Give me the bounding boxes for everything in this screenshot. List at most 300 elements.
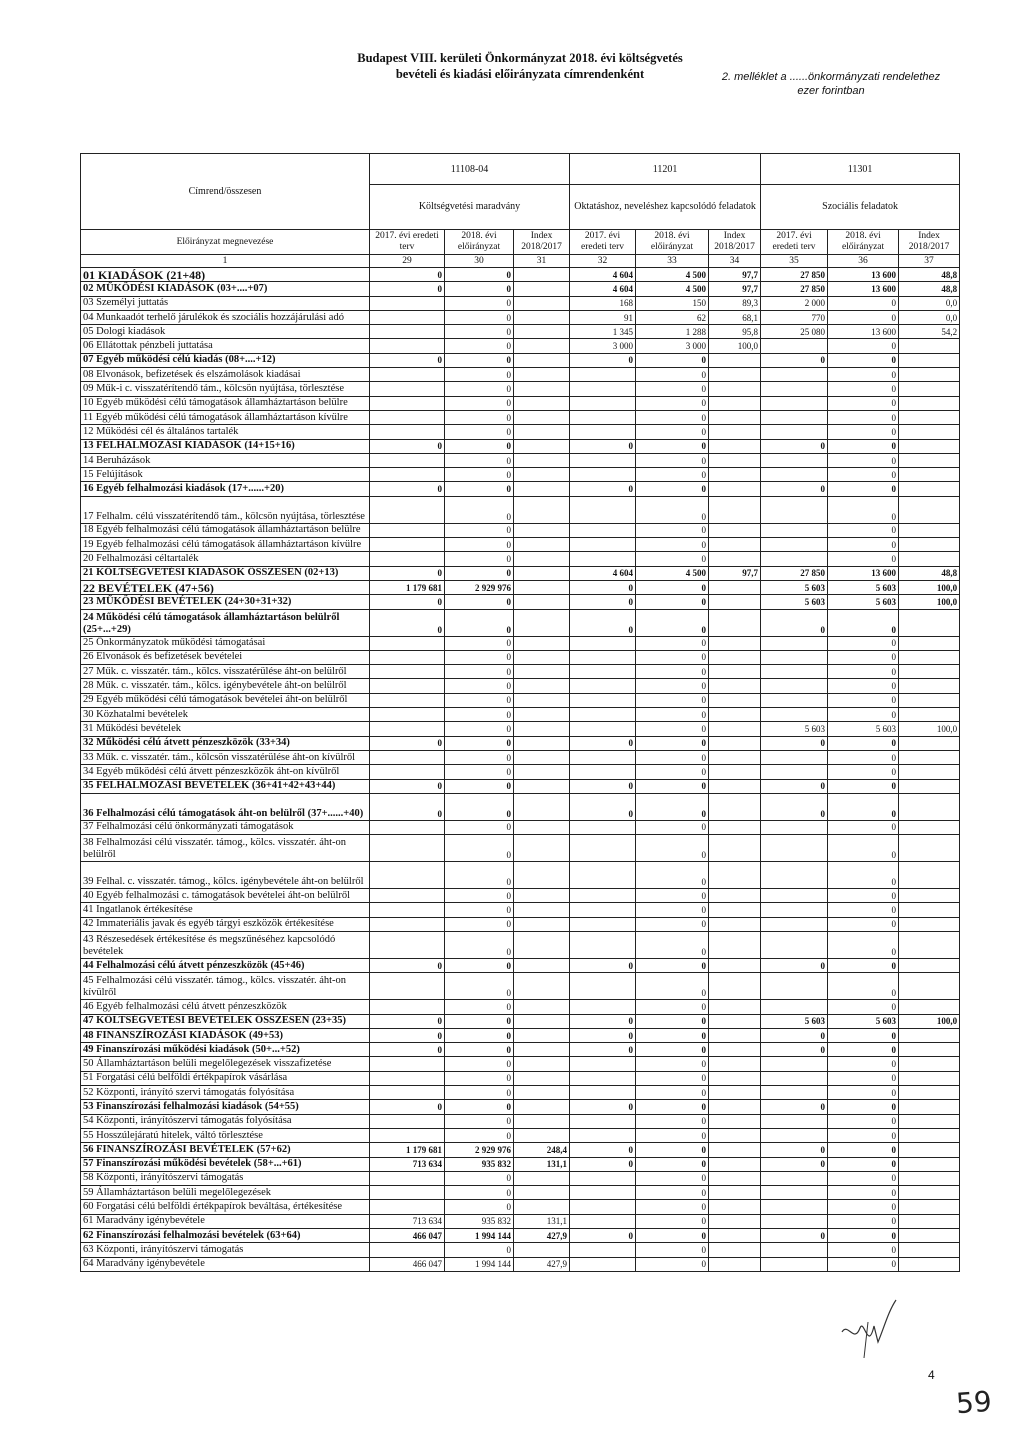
value-cell: 4 604: [570, 282, 636, 296]
value-cell: 0: [636, 903, 709, 917]
row-label: 25 Önkormányzatok működési támogatásai: [81, 636, 370, 650]
value-cell: 0: [636, 552, 709, 566]
table-row: [81, 410, 960, 424]
value-cell: 4 500: [636, 268, 709, 282]
table-row: [81, 1086, 960, 1100]
value-cell: [761, 1000, 828, 1014]
annex-note: [706, 70, 956, 98]
value-cell: [570, 1243, 636, 1257]
value-cell: [370, 296, 445, 310]
value-cell: [514, 595, 570, 609]
value-cell: 0: [445, 793, 514, 820]
value-cell: [709, 820, 761, 834]
value-cell: 1 179 681: [370, 1143, 445, 1157]
value-cell: 0: [445, 496, 514, 523]
value-cell: [370, 425, 445, 439]
value-cell: [370, 310, 445, 324]
value-cell: 5 603: [828, 595, 899, 609]
value-cell: [899, 453, 960, 467]
value-cell: [514, 931, 570, 958]
row-label: 57 Finanszírozási működési bevételek (58+...+61): [81, 1157, 370, 1171]
value-cell: 0: [828, 1071, 899, 1085]
value-cell: [899, 862, 960, 889]
value-cell: 0: [636, 368, 709, 382]
value-cell: [899, 439, 960, 453]
value-cell: [570, 650, 636, 664]
row-label: 27 Műk. c. visszatér. tám., kölcs. visszatérülése áht-on belülről: [81, 665, 370, 679]
value-cell: 0: [570, 793, 636, 820]
table-row: [81, 1157, 960, 1171]
value-cell: 0: [445, 750, 514, 764]
value-cell: [514, 282, 570, 296]
value-cell: 0: [636, 835, 709, 862]
row-label: 12 Működési cél és általános tartalék: [81, 425, 370, 439]
value-cell: [370, 496, 445, 523]
value-cell: 0: [445, 396, 514, 410]
value-cell: [709, 636, 761, 650]
value-cell: 770: [761, 310, 828, 324]
value-cell: 0: [828, 496, 899, 523]
row-label: 45 Felhalmozási célú visszatér. támog., kölcs. visszatér. áht-on kívülről: [81, 973, 370, 1000]
value-cell: 0: [445, 903, 514, 917]
value-cell: [899, 917, 960, 931]
value-cell: [761, 903, 828, 917]
row-label: 58 Központi, irányítószervi támogatás: [81, 1171, 370, 1185]
value-cell: 13 600: [828, 268, 899, 282]
value-cell: 0: [370, 566, 445, 580]
value-cell: 0: [445, 1043, 514, 1057]
value-cell: [709, 793, 761, 820]
value-cell: [709, 1186, 761, 1200]
row-label: 47 KÖLTSÉGVETÉSI BEVÉTELEK ÖSSZESEN (23+35): [81, 1014, 370, 1028]
value-cell: [514, 368, 570, 382]
table-row: [81, 793, 960, 820]
value-cell: 0: [445, 889, 514, 903]
table-row: [81, 1128, 960, 1142]
value-cell: [899, 1057, 960, 1071]
value-cell: 0: [370, 779, 445, 793]
value-cell: 54,2: [899, 325, 960, 339]
value-cell: [761, 368, 828, 382]
value-cell: [370, 820, 445, 834]
value-cell: 95,8: [709, 325, 761, 339]
column-number: 34: [709, 255, 761, 268]
table-row: [81, 496, 960, 523]
value-cell: [761, 650, 828, 664]
value-cell: [761, 917, 828, 931]
row-label: 17 Felhalm. célú visszatérítendő tám., kölcsön nyújtása, törlesztése: [81, 496, 370, 523]
value-cell: 0: [828, 793, 899, 820]
value-cell: 0: [445, 1000, 514, 1014]
table-row: [81, 1100, 960, 1114]
value-cell: 62: [636, 310, 709, 324]
row-label: 55 Hosszúlejáratú hitelek, váltó törlesztése: [81, 1128, 370, 1142]
value-cell: [761, 750, 828, 764]
value-cell: [514, 325, 570, 339]
value-cell: [514, 835, 570, 862]
value-cell: 0: [761, 736, 828, 750]
value-cell: [570, 496, 636, 523]
value-cell: 0: [636, 580, 709, 594]
table-row: [81, 636, 960, 650]
table-row: [81, 609, 960, 636]
table-row: [81, 679, 960, 693]
row-label: 22 BEVÉTELEK (47+56): [81, 580, 370, 594]
value-cell: [899, 693, 960, 707]
value-cell: 48,8: [899, 282, 960, 296]
value-cell: 0: [445, 779, 514, 793]
value-cell: 0: [761, 439, 828, 453]
table-row: [81, 665, 960, 679]
value-cell: 0: [828, 903, 899, 917]
value-cell: [899, 903, 960, 917]
value-cell: 0: [445, 1200, 514, 1214]
value-cell: 0: [828, 482, 899, 496]
value-cell: 0: [445, 693, 514, 707]
table-row: [81, 1071, 960, 1085]
value-cell: 0: [828, 636, 899, 650]
value-cell: 91: [570, 310, 636, 324]
value-cell: [570, 1071, 636, 1085]
table-row: [81, 917, 960, 931]
value-cell: 0: [445, 1186, 514, 1200]
row-label: 63 Központi, irányítószervi támogatás: [81, 1243, 370, 1257]
subheader-cell: 2017. évi eredeti terv: [570, 230, 636, 255]
value-cell: 0: [636, 1014, 709, 1028]
value-cell: 0: [445, 468, 514, 482]
value-cell: [761, 679, 828, 693]
value-cell: [514, 268, 570, 282]
value-cell: [761, 665, 828, 679]
value-cell: [570, 750, 636, 764]
header-number-row: [81, 255, 960, 268]
value-cell: 0: [828, 439, 899, 453]
table-row: [81, 862, 960, 889]
value-cell: 0: [445, 679, 514, 693]
value-cell: 0: [445, 566, 514, 580]
value-cell: 0: [761, 609, 828, 636]
value-cell: [570, 410, 636, 424]
value-cell: [709, 609, 761, 636]
row-label: 44 Felhalmozási célú átvett pénzeszközök (45+46): [81, 958, 370, 972]
value-cell: [514, 1014, 570, 1028]
table-row: [81, 1214, 960, 1228]
value-cell: 131,1: [514, 1214, 570, 1228]
value-cell: [514, 425, 570, 439]
value-cell: 0: [636, 595, 709, 609]
row-label: 15 Felújítások: [81, 468, 370, 482]
value-cell: [370, 708, 445, 722]
budget-table: [80, 153, 960, 1272]
value-cell: [570, 722, 636, 736]
row-label: 51 Forgatási célú belföldi értékpapírok vásárlása: [81, 1071, 370, 1085]
value-cell: 100,0: [899, 1014, 960, 1028]
value-cell: [370, 835, 445, 862]
value-cell: [899, 1214, 960, 1228]
row-label: 50 Államháztartáson belüli megelőlegezések visszafizetése: [81, 1057, 370, 1071]
value-cell: 5 603: [761, 1014, 828, 1028]
value-cell: [709, 580, 761, 594]
value-cell: 0: [828, 931, 899, 958]
value-cell: [709, 439, 761, 453]
table-row: [81, 468, 960, 482]
value-cell: 0,0: [899, 310, 960, 324]
value-cell: 0: [445, 310, 514, 324]
value-cell: [761, 693, 828, 707]
value-cell: 0: [761, 793, 828, 820]
value-cell: [370, 538, 445, 552]
value-cell: 0,0: [899, 296, 960, 310]
value-cell: 0: [636, 917, 709, 931]
value-cell: [761, 835, 828, 862]
table-row: [81, 310, 960, 324]
value-cell: 0: [828, 650, 899, 664]
value-cell: 713 634: [370, 1157, 445, 1171]
value-cell: [514, 296, 570, 310]
value-cell: 935 832: [445, 1157, 514, 1171]
value-cell: [709, 1086, 761, 1100]
value-cell: [570, 396, 636, 410]
value-cell: 0: [636, 665, 709, 679]
value-cell: [761, 382, 828, 396]
value-cell: [709, 1043, 761, 1057]
value-cell: [899, 1200, 960, 1214]
value-cell: 0: [445, 1071, 514, 1085]
value-cell: [899, 636, 960, 650]
value-cell: [514, 636, 570, 650]
row-label: 41 Ingatlanok értékesítése: [81, 903, 370, 917]
value-cell: 2 929 976: [445, 1143, 514, 1157]
value-cell: [709, 917, 761, 931]
group-name-1: Költségvetési maradvány: [370, 185, 570, 230]
value-cell: 68,1: [709, 310, 761, 324]
value-cell: 0: [636, 650, 709, 664]
row-label: 13 FELHALMOZÁSI KIADÁSOK (14+15+16): [81, 439, 370, 453]
value-cell: 0: [445, 339, 514, 353]
value-cell: [709, 665, 761, 679]
value-cell: [370, 339, 445, 353]
column-number: 37: [899, 255, 960, 268]
value-cell: [570, 368, 636, 382]
value-cell: [514, 958, 570, 972]
value-cell: 0: [636, 636, 709, 650]
value-cell: [514, 353, 570, 367]
value-cell: [370, 750, 445, 764]
value-cell: [570, 552, 636, 566]
value-cell: 0: [570, 353, 636, 367]
value-cell: [761, 973, 828, 1000]
value-cell: [761, 453, 828, 467]
value-cell: [370, 368, 445, 382]
column-number: 35: [761, 255, 828, 268]
page-number: 4: [928, 1368, 935, 1382]
value-cell: [899, 973, 960, 1000]
value-cell: 0: [828, 1186, 899, 1200]
value-cell: 0: [445, 931, 514, 958]
value-cell: 0: [828, 296, 899, 310]
value-cell: 0: [445, 523, 514, 537]
value-cell: 0: [636, 708, 709, 722]
value-cell: [899, 1114, 960, 1128]
value-cell: 0: [370, 736, 445, 750]
value-cell: [761, 496, 828, 523]
value-cell: [370, 636, 445, 650]
value-cell: [570, 1057, 636, 1071]
group-code-2: 11201: [570, 154, 761, 185]
value-cell: [761, 1214, 828, 1228]
value-cell: 13 600: [828, 325, 899, 339]
value-cell: [570, 693, 636, 707]
value-cell: 0: [761, 1229, 828, 1243]
table-row: [81, 368, 960, 382]
value-cell: 4 604: [570, 268, 636, 282]
value-cell: [514, 339, 570, 353]
value-cell: [709, 736, 761, 750]
value-cell: 0: [828, 538, 899, 552]
value-cell: [899, 1128, 960, 1142]
value-cell: 0: [636, 1086, 709, 1100]
value-cell: 0: [370, 609, 445, 636]
value-cell: [709, 1157, 761, 1171]
value-cell: [514, 917, 570, 931]
header-code-row: [81, 154, 960, 185]
value-cell: 0: [636, 1128, 709, 1142]
value-cell: [570, 820, 636, 834]
value-cell: [514, 650, 570, 664]
value-cell: [709, 862, 761, 889]
row-label: 11 Egyéb működési célú támogatások államháztartáson kívülre: [81, 410, 370, 424]
value-cell: 3 000: [570, 339, 636, 353]
value-cell: [709, 482, 761, 496]
value-cell: 100,0: [899, 722, 960, 736]
value-cell: 0: [445, 722, 514, 736]
table-row: [81, 1186, 960, 1200]
table-row: [81, 282, 960, 296]
value-cell: [709, 765, 761, 779]
value-cell: [514, 1243, 570, 1257]
value-cell: 5 603: [828, 580, 899, 594]
value-cell: 0: [761, 1143, 828, 1157]
value-cell: 4 604: [570, 566, 636, 580]
value-cell: [514, 1043, 570, 1057]
value-cell: 0: [445, 482, 514, 496]
value-cell: 0: [636, 496, 709, 523]
value-cell: 0: [570, 1100, 636, 1114]
value-cell: [570, 538, 636, 552]
value-cell: 0: [445, 958, 514, 972]
table-row: [81, 973, 960, 1000]
table-row: [81, 353, 960, 367]
value-cell: [370, 679, 445, 693]
row-label: 62 Finanszírozási felhalmozási bevételek (63+64): [81, 1229, 370, 1243]
row-label: 05 Dologi kiadások: [81, 325, 370, 339]
value-cell: [370, 1171, 445, 1185]
value-cell: 0: [828, 708, 899, 722]
value-cell: 0: [636, 382, 709, 396]
table-row: [81, 835, 960, 862]
value-cell: 0: [636, 1243, 709, 1257]
row-label: 07 Egyéb működési célú kiadás (08+....+12): [81, 353, 370, 367]
value-cell: [514, 1100, 570, 1114]
value-cell: 0: [445, 382, 514, 396]
value-cell: [514, 1086, 570, 1100]
value-cell: [709, 903, 761, 917]
value-cell: [370, 1128, 445, 1142]
value-cell: 0: [636, 1114, 709, 1128]
value-cell: 0: [570, 1157, 636, 1171]
value-cell: 0: [636, 1043, 709, 1057]
value-cell: [899, 1171, 960, 1185]
value-cell: [514, 665, 570, 679]
value-cell: 0: [570, 1229, 636, 1243]
value-cell: [370, 1186, 445, 1200]
table-row: [81, 439, 960, 453]
value-cell: 466 047: [370, 1229, 445, 1243]
value-cell: [514, 523, 570, 537]
value-cell: [514, 1071, 570, 1085]
value-cell: 0: [636, 609, 709, 636]
value-cell: [370, 722, 445, 736]
column-number: 30: [445, 255, 514, 268]
value-cell: 0: [445, 538, 514, 552]
value-cell: 13 600: [828, 282, 899, 296]
value-cell: 48,8: [899, 268, 960, 282]
value-cell: 1 179 681: [370, 580, 445, 594]
value-cell: 935 832: [445, 1214, 514, 1228]
value-cell: [570, 1200, 636, 1214]
value-cell: [761, 468, 828, 482]
value-cell: 0: [370, 793, 445, 820]
value-cell: 0: [570, 1014, 636, 1028]
table-row: [81, 722, 960, 736]
row-label: 54 Központi, irányítószervi támogatás folyósítása: [81, 1114, 370, 1128]
value-cell: [514, 468, 570, 482]
value-cell: 0: [370, 439, 445, 453]
value-cell: [899, 552, 960, 566]
value-cell: 0: [570, 1043, 636, 1057]
value-cell: [570, 1257, 636, 1271]
value-cell: 0: [636, 765, 709, 779]
value-cell: [899, 1100, 960, 1114]
value-cell: [514, 1200, 570, 1214]
value-cell: 0: [828, 958, 899, 972]
subheader-cell: Index 2018/2017: [514, 230, 570, 255]
row-label: 43 Részesedések értékesítése és megszűnéséhez kapcsolódó bevételek: [81, 931, 370, 958]
value-cell: [709, 693, 761, 707]
row-label: 03 Személyi juttatás: [81, 296, 370, 310]
value-cell: 0: [370, 1014, 445, 1028]
value-cell: [899, 958, 960, 972]
value-cell: [899, 468, 960, 482]
row-label: 21 KÖLTSÉGVETÉSI KIADÁSOK ÖSSZESEN (02+13): [81, 566, 370, 580]
value-cell: [709, 425, 761, 439]
value-cell: 0: [370, 353, 445, 367]
value-cell: [514, 862, 570, 889]
value-cell: [709, 1000, 761, 1014]
value-cell: 0: [370, 1043, 445, 1057]
value-cell: [761, 1243, 828, 1257]
value-cell: 0: [370, 595, 445, 609]
table-row: [81, 693, 960, 707]
value-cell: 0: [828, 1114, 899, 1128]
row-label: 16 Egyéb felhalmozási kiadások (17+......+20): [81, 482, 370, 496]
value-cell: 0: [570, 595, 636, 609]
value-cell: [570, 765, 636, 779]
table-row: [81, 889, 960, 903]
value-cell: 0: [370, 1028, 445, 1042]
value-cell: 5 603: [761, 580, 828, 594]
row-label: 53 Finanszírozási felhalmozási kiadások (54+55): [81, 1100, 370, 1114]
